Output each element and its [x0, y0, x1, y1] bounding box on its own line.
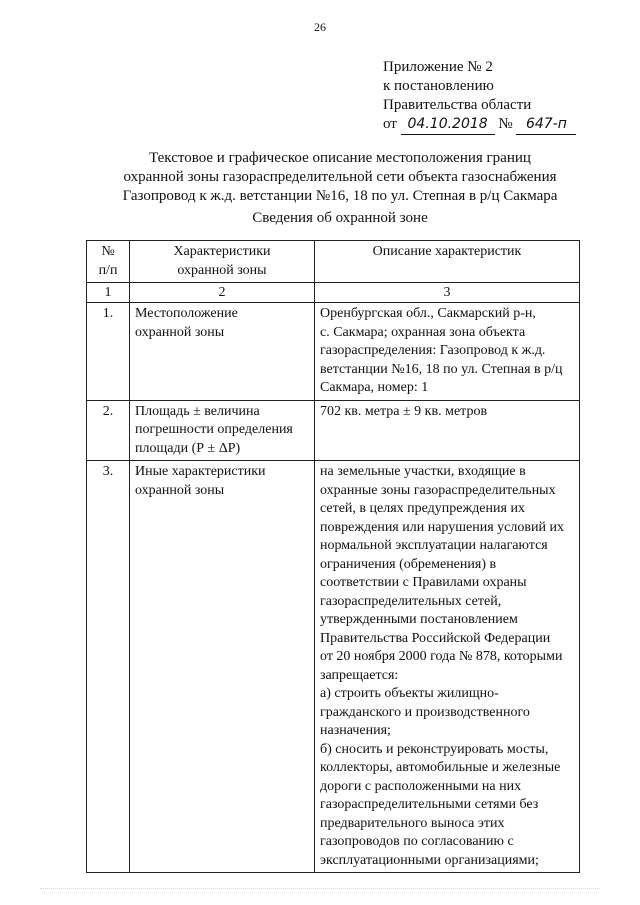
cell-line: газораспределительными сетями без [320, 797, 539, 812]
cell-line: погрешности определения [135, 422, 293, 437]
header-char-line-2: охранной зоны [177, 262, 267, 278]
header-characteristics [130, 241, 315, 283]
handwritten-number: 647-п [516, 115, 576, 135]
appendix-line-resolution: к постановлению [383, 78, 494, 94]
table-header-row [87, 241, 580, 283]
title-line-2: охранной зоны газораспределительной сети объекта газоснабжения [123, 169, 557, 185]
header-num [87, 241, 130, 283]
cell-line: 702 кв. метра ± 9 кв. метров [320, 403, 488, 419]
header-num-line-2: п/п [98, 262, 118, 278]
footer-scan-artifact [40, 888, 600, 895]
row-description [315, 400, 580, 461]
cell-line: гражданского и производственного [320, 704, 530, 720]
page-number: 26 [314, 20, 326, 34]
title-line-1: Текстовое и графическое описание местоположения границ [149, 150, 531, 166]
document-title [60, 149, 620, 206]
cell-line: предварительного выноса этих [320, 815, 505, 831]
cell-line: дороги с расположенными на них [320, 778, 522, 794]
handwritten-date: 04.10.2018 [401, 115, 495, 135]
cell-line: на земельные участки, входящие в [320, 464, 526, 479]
appendix-title: Приложение № 2 [383, 59, 493, 75]
cell-line: Иные характеристики [135, 464, 266, 479]
appendix-line-government: Правительства области [383, 97, 532, 113]
cell-line: Сакмара, номер: 1 [320, 380, 429, 395]
title-line-3: Газопровод к ж.д. ветстанции №16, 18 по ул. Степная в р/ц Сакмара [122, 188, 558, 204]
header-num-line-1: № [101, 244, 115, 259]
cell-line: газораспределения: Газопровод к ж.д. [320, 343, 546, 358]
appendix-date-line [383, 115, 576, 135]
cell-line: назначения; [320, 723, 391, 738]
cell-line: повреждения или нарушения условий их [320, 519, 564, 535]
cell-line: от 20 ноября 2000 года № 878, которыми [320, 649, 563, 664]
column-number-row [87, 283, 580, 303]
row-number: 3. [87, 461, 130, 873]
section-subtitle: Сведения об охранной зоне [252, 210, 428, 226]
cell-line: охранной зоны [135, 324, 225, 340]
row-description [315, 461, 580, 873]
cell-line: нормальной эксплуатации налагаются [320, 538, 548, 553]
cell-line: эксплуатационными организациями; [320, 852, 539, 868]
cell-line: Правительства Российской Федерации [320, 630, 551, 646]
cell-line: а) строить объекты жилищно- [320, 686, 499, 701]
row-description [315, 303, 580, 401]
cell-line: ветстанции №16, 18 по ул. Степная в р/ц [320, 361, 563, 377]
row-characteristic [130, 303, 315, 401]
cell-line: охранной зоны [135, 482, 225, 498]
column-number: 2 [130, 283, 315, 303]
cell-line: запрещается: [320, 667, 399, 683]
header-desc-text: Описание характеристик [372, 244, 522, 259]
row-number: 2. [87, 400, 130, 461]
cell-line: ограничения (обременения) в [320, 556, 497, 572]
cell-line: Местоположение [135, 306, 238, 321]
cell-line: сетей, в целях предупреждения их [320, 501, 525, 516]
table-row [87, 461, 580, 873]
table-row [87, 400, 580, 461]
column-number: 1 [87, 283, 130, 303]
cell-line: площади (Р ± ΔР) [135, 440, 241, 456]
cell-line: б) сносить и реконструировать мосты, [320, 741, 549, 757]
zone-table [86, 240, 580, 873]
cell-line: соответствии с Правилами охраны [320, 575, 527, 590]
header-description [315, 241, 580, 283]
cell-line: утвержденными постановлением [320, 612, 518, 627]
column-number: 3 [315, 283, 580, 303]
from-label: от [383, 116, 397, 132]
cell-line: газораспределительных сетей, [320, 593, 502, 609]
number-label: № [498, 116, 513, 132]
cell-line: газопроводов по согласованию с [320, 834, 514, 849]
cell-line: Оренбургская обл., Сакмарский р-н, [320, 306, 536, 321]
row-characteristic [130, 461, 315, 873]
appendix-block [383, 58, 576, 135]
header-char-line-1: Характеристики [173, 244, 271, 259]
row-characteristic [130, 400, 315, 461]
cell-line: с. Сакмара; охранная зона объекта [320, 324, 526, 340]
cell-line: коллекторы, автомобильные и железные [320, 760, 561, 775]
table-row [87, 303, 580, 401]
cell-line: Площадь ± величина [135, 403, 260, 419]
cell-line: охранные зоны газораспределительных [320, 482, 556, 498]
row-number: 1. [87, 303, 130, 401]
